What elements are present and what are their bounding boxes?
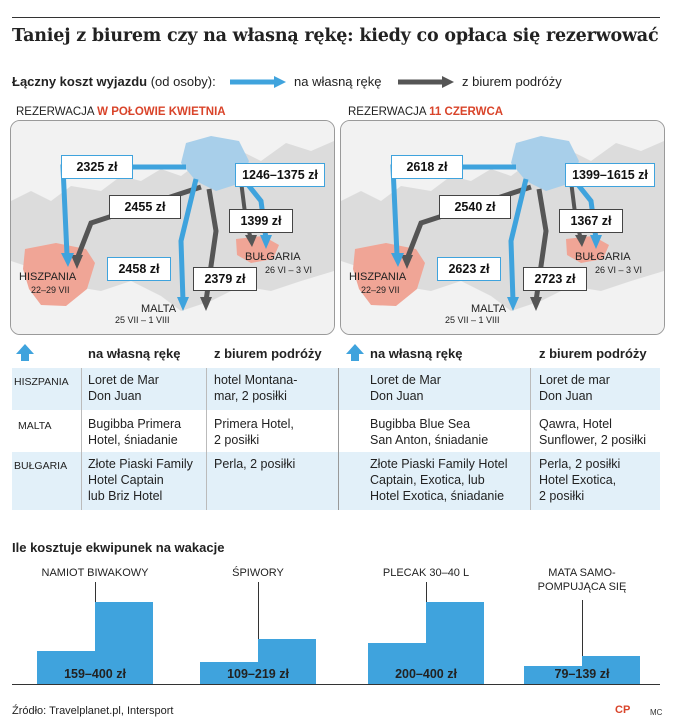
map-2-bulgaria-dates: 26 VI – 3 VI (595, 265, 643, 275)
map-1-spain-self-price: 2325 zł (61, 155, 133, 179)
map-2-bulgaria-agency-price: 1367 zł (559, 209, 623, 233)
table-cell-2-p1_self-1: Hotel Captain (88, 473, 164, 487)
map-1-bulgaria-agency-price: 1399 zł (229, 209, 293, 233)
map-2-spain-label: HISZPANIA (349, 271, 407, 283)
table-1-col-self: na własną rękę (88, 346, 181, 361)
col-sep-2 (206, 368, 207, 510)
table-cell-2-p2_agency-1: Hotel Exotica, (539, 473, 617, 487)
legend-label-bold: Łączny koszt wyjazdu (12, 74, 148, 89)
map-2-spain-agency-price: 2540 zł (439, 195, 511, 219)
table-cell-2-p1_self-0: Złote Piaski Family (88, 457, 193, 471)
table-cell-1-p1_self-0: Bugibba Primera (88, 417, 182, 431)
col-sep-1 (81, 368, 82, 510)
equipment-label-0: NAMIOT BIWAKOWY (41, 567, 149, 579)
map-1-bulgaria-self-price: 1246–1375 zł (235, 163, 325, 187)
legend-label-suffix: (od osoby): (150, 74, 216, 89)
legend-agency-arrow (396, 74, 456, 90)
panel-2-label (348, 106, 503, 118)
table-row-country-1: MALTA (18, 420, 52, 432)
table-row-country-0: HISZPANIA (14, 376, 69, 388)
map-2-malta-dates: 25 VII – 1 VIII (445, 315, 500, 325)
map-1-bulgaria-label: BUŁGARIA (245, 251, 301, 263)
table-2-col-agency: z biurem podróży (539, 346, 647, 361)
equipment-price-1: 109–219 zł (227, 667, 289, 681)
logo: CP (615, 704, 631, 716)
up-arrow-icon (14, 342, 36, 362)
table-cell-1-p1_agency-0: Primera Hotel, (214, 417, 294, 431)
table-2-col-self: na własną rękę (370, 346, 463, 361)
table-cell-1-p1_self-1: Hotel, śniadanie (88, 433, 178, 447)
equipment-leader-3 (582, 600, 583, 656)
map-1-malta-label: MALTA (141, 303, 177, 315)
table-cell-0-p2_self-1: Don Juan (370, 389, 424, 403)
table-cell-0-p1_self-1: Don Juan (88, 389, 142, 403)
table-cell-1-p1_agency-1: 2 posiłki (214, 433, 260, 447)
map-1-spain-label: HISZPANIA (19, 271, 77, 283)
panel-1-label (16, 106, 226, 118)
table-cell-0-p1_agency-0: hotel Montana- (214, 373, 298, 387)
table-cell-2-p2_agency-2: 2 posiłki (539, 489, 585, 503)
table-cell-2-p2_self-0: Złote Piaski Family Hotel (370, 457, 508, 471)
table-cell-0-p1_self-0: Loret de Mar (88, 373, 159, 387)
equipment-label-3: MATA SAMO- POMPUJĄCA SIĘ (537, 567, 627, 593)
col-sep-3 (338, 368, 339, 510)
top-rule (12, 17, 660, 18)
equipment-leader-0 (95, 582, 96, 602)
table-cell-2-p1_self-2: lub Briz Hotel (88, 489, 163, 503)
map-1-bulgaria-dates: 26 VI – 3 VI (265, 265, 313, 275)
table-cell-1-p2_agency-1: Sunflower, 2 posiłki (539, 433, 647, 447)
table-cell-1-p2_self-1: San Anton, śniadanie (370, 433, 489, 447)
author-initials: MC (650, 708, 663, 717)
col-sep-4 (530, 368, 531, 510)
map-2-malta-label: MALTA (471, 303, 507, 315)
equipment-leader-1 (258, 582, 259, 639)
legend-agency-label: z biurem podróży (462, 74, 562, 89)
equipment-baseline (12, 684, 660, 685)
table-cell-1-p2_agency-0: Qawra, Hotel (539, 417, 612, 431)
equipment-price-0: 159–400 zł (64, 667, 126, 681)
map-2-malta-agency-price: 2723 zł (523, 267, 587, 291)
map-1-malta-agency-price: 2379 zł (193, 267, 257, 291)
table-cell-0-p2_self-0: Loret de Mar (370, 373, 441, 387)
equipment-price-2: 200–400 zł (395, 667, 457, 681)
panel-1-label-highlight: W POŁOWIE KWIETNIA (97, 106, 226, 118)
table-row-country-2: BUŁGARIA (14, 460, 68, 472)
map-2-bulgaria-label: BUŁGARIA (575, 251, 631, 263)
equipment-price-3: 79–139 zł (554, 667, 610, 681)
table-cell-2-p2_self-1: Captain, Exotica, lub (370, 473, 485, 487)
equipment-label-1: ŚPIWORY (232, 567, 284, 579)
legend-label (12, 74, 216, 89)
map-1-malta-self-price: 2458 zł (107, 257, 171, 281)
map-1-malta-dates: 25 VII – 1 VIII (115, 315, 170, 325)
equipment-title: Ile kosztuje ekwipunek na wakacje (12, 540, 225, 555)
map-2-spain-dates: 22–29 VII (361, 285, 400, 295)
legend-self-label: na własną rękę (294, 74, 382, 89)
panel-2-label-highlight: 11 CZERWCA (429, 106, 504, 118)
equipment-label-2: PLECAK 30–40 L (382, 567, 470, 579)
equipment-leader-2 (426, 582, 427, 602)
table-cell-0-p1_agency-1: mar, 2 posiłki (214, 389, 287, 403)
panel-2-label-prefix: REZERWACJA (348, 106, 426, 118)
panel-1-label-prefix: REZERWACJA (16, 106, 94, 118)
up-arrow-icon-2 (344, 342, 366, 362)
map-1-spain-dates: 22–29 VII (31, 285, 70, 295)
table-cell-0-p2_agency-0: Loret de mar (539, 373, 610, 387)
map-1-spain-agency-price: 2455 zł (109, 195, 181, 219)
map-2-bulgaria-self-price: 1399–1615 zł (565, 163, 655, 187)
map-panel-2 (340, 120, 665, 335)
source-note: Źródło: Travelplanet.pl, Intersport (12, 705, 174, 717)
table-cell-2-p2_self-2: Hotel Exotica, śniadanie (370, 489, 505, 503)
table-cell-2-p2_agency-0: Perla, 2 posiłki (539, 457, 621, 471)
map-panel-1 (10, 120, 335, 335)
table-cell-0-p2_agency-1: Don Juan (539, 389, 593, 403)
legend-self-arrow (228, 74, 288, 90)
map-2-spain-self-price: 2618 zł (391, 155, 463, 179)
map-2-malta-self-price: 2623 zł (437, 257, 501, 281)
table-1-col-agency: z biurem podróży (214, 346, 322, 361)
table-cell-2-p1_agency-0: Perla, 2 posiłki (214, 457, 296, 471)
table-cell-1-p2_self-0: Bugibba Blue Sea (370, 417, 471, 431)
page-title: Taniej z biurem czy na własną rękę: kiedy co opłaca się rezerwować (12, 26, 659, 46)
